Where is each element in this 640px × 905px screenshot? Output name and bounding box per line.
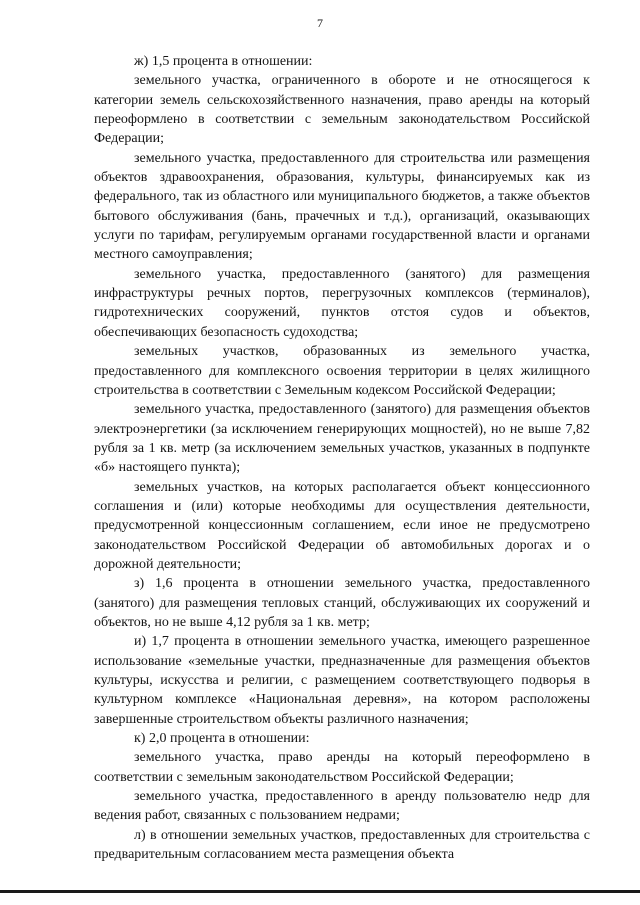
paragraph-clause-zh: ж) 1,5 процента в отношении: [134, 54, 313, 69]
bottom-scan-edge [0, 890, 640, 893]
paragraph-clause-i: и) 1,7 процента в отношении земельного участка, имеющего разрешенное использование «земельные участки, предназначенные для размещения объектов культуры, искусства и религии, с размещением соответствующего подворья в культурном комплексе «Национальная деревня», на котором расположены завершенные строительством объекты различного назначения; [94, 634, 590, 727]
paragraph: земельного участка, право аренды на который переоформлено в соответствии с земельным законодательством Российской Федерации; [94, 750, 590, 785]
paragraph-clause-z: з) 1,6 процента в отношении земельного участка, предоставленного (занятого) для размещения тепловых станций, обслуживающих их сооружений и объектов, но не выше 4,12 рубля за 1 кв. метр; [94, 576, 590, 630]
paragraph: земельного участка, ограниченного в обороте и не относящегося к категории земель сельскохозяйственного назначения, право аренды на который переоформлено в соответствии с земельным законодательством Российской Федерации; [94, 73, 590, 147]
paragraph: земельного участка, предоставленного в аренду пользователю недр для ведения работ, связанных с пользованием недрами; [94, 789, 590, 824]
paragraph: земельного участка, предоставленного (занятого) для размещения объектов электроэнергетики (за исключением генерирующих мощностей), но не выше 7,82 рубля за 1 кв. метр (за исключением земельных участков, указанных в подпункте «б» настоящего пункта); [94, 402, 590, 476]
paragraph-clause-l: л) в отношении земельных участков, предоставленных для строительства с предварительным согласованием места размещения объекта [94, 827, 590, 863]
paragraph: земельных участков, образованных из земельного участка, предоставленного для комплексного освоения территории в целях жилищного строительства в соответствии с Земельным кодексом Российской Федерации; [94, 344, 590, 398]
paragraph-clause-k: к) 2,0 процента в отношении: [134, 731, 310, 747]
paragraph: земельного участка, предоставленного (занятого) для размещения инфраструктуры речных портов, перегрузочных комплексов (терминалов), гидротехнических сооружений, пунктов отстоя судов и объектов, обеспечивающих безопасность судоходства; [94, 266, 590, 340]
paragraph: земельного участка, предоставленного для строительства или размещения объектов здравоохранения, образования, культуры, финансируемых как из федерального, так из областного или муниципального бюджетов, а также объектов бытового обслуживания (бань, прачечных и т.д.), организаций, оказывающих услуги по тарифам, регулируемым органами государственной власти и органами местного самоуправления; [94, 150, 590, 263]
page-number: 7 [317, 16, 323, 30]
paragraph: земельных участков, на которых располагается объект концессионного соглашения и (или) которые необходимы для осуществления деятельности, предусмотренной концессионным соглашением, если иное не предусмотрено законодательством Российской Федерации об автомобильных дорогах и о дорожной деятельности; [94, 479, 590, 572]
document-body [94, 52, 590, 864]
